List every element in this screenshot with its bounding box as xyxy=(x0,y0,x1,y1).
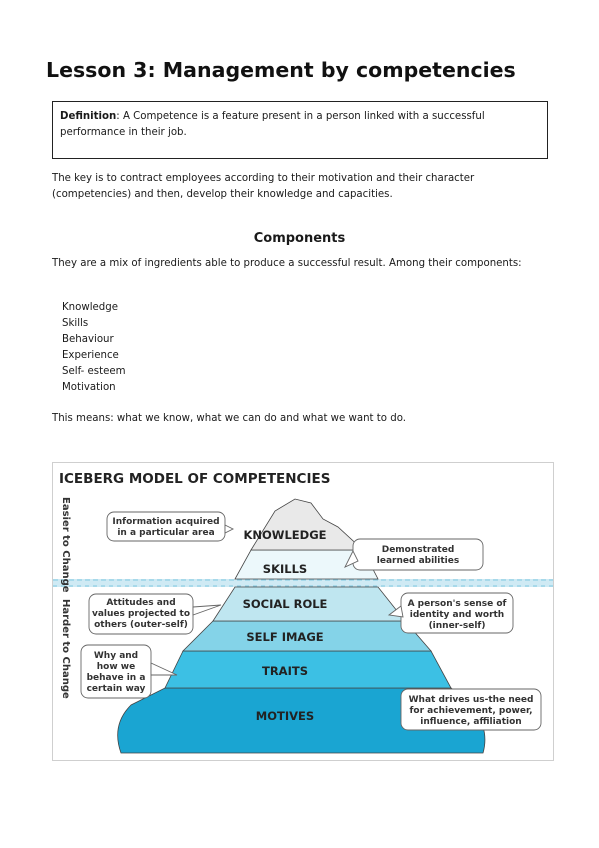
iceberg-title: ICEBERG MODEL OF COMPETENCIES xyxy=(59,471,331,487)
callout-self-line3: (inner-self) xyxy=(428,621,486,631)
callout-knowledge-line1: Information acquired xyxy=(112,517,220,527)
list-item: Self- esteem xyxy=(62,365,126,377)
page-title: Lesson 3: Management by competencies xyxy=(46,58,516,82)
callout-self-line2: identity and worth xyxy=(409,610,505,620)
iceberg-figure xyxy=(52,462,554,761)
components-heading: Components xyxy=(253,231,346,246)
callout-skills-line2: learned abilities xyxy=(376,556,460,566)
label-social-role: SOCIAL ROLE xyxy=(242,597,328,611)
harder-to-change-label: Harder to Change xyxy=(60,599,71,699)
callout-traits-line3: behave in a xyxy=(86,673,146,683)
label-motives: MOTIVES xyxy=(255,709,315,723)
label-knowledge: KNOWLEDGE xyxy=(243,528,327,542)
key-paragraph: The key is to contract employees according to their motivation and their character (competencies) and then, develop their knowledge and capacities. xyxy=(52,173,475,200)
label-traits: TRAITS xyxy=(261,664,309,678)
components-intro: They are a mix of ingredients able to produce a successful result. Among their components: xyxy=(52,258,522,269)
callout-motives-line1: What drives us-the need xyxy=(408,695,534,705)
callout-traits-line1: Why and xyxy=(93,651,139,661)
list-item: Behaviour xyxy=(62,333,114,345)
callout-knowledge-line2: in a particular area xyxy=(117,528,215,538)
summary-text: This means: what we know, what we can do and what we want to do. xyxy=(52,413,407,424)
definition-box xyxy=(52,101,548,159)
list-item: Motivation xyxy=(62,381,116,393)
definition-text: : A Competence is a feature present in a person linked with a successful performance in their job. xyxy=(60,111,485,138)
layer-knowledge xyxy=(251,499,363,550)
list-item: Experience xyxy=(62,349,119,361)
easier-to-change-label: Easier to Change xyxy=(60,497,71,593)
callout-traits-line2: how we xyxy=(96,662,136,672)
label-self-image: SELF IMAGE xyxy=(246,630,324,644)
list-item: Knowledge xyxy=(62,302,119,313)
definition-label: Definition xyxy=(60,111,117,122)
callout-traits-line4: certain way xyxy=(86,684,146,694)
label-skills: SKILLS xyxy=(262,562,308,576)
callout-social-line2: values projected to xyxy=(91,609,191,619)
components-list xyxy=(62,300,126,395)
list-item: Skills xyxy=(62,317,89,329)
callout-social-line1: Attitudes and xyxy=(106,598,176,608)
callout-motives-line3: influence, affiliation xyxy=(420,717,522,727)
callout-social-line3: others (outer-self) xyxy=(94,620,188,630)
callout-skills-line1: Demonstrated xyxy=(381,545,455,555)
callout-self-line1: A person's sense of xyxy=(407,599,507,609)
callout-motives-line2: for achievement, power, xyxy=(409,706,533,716)
